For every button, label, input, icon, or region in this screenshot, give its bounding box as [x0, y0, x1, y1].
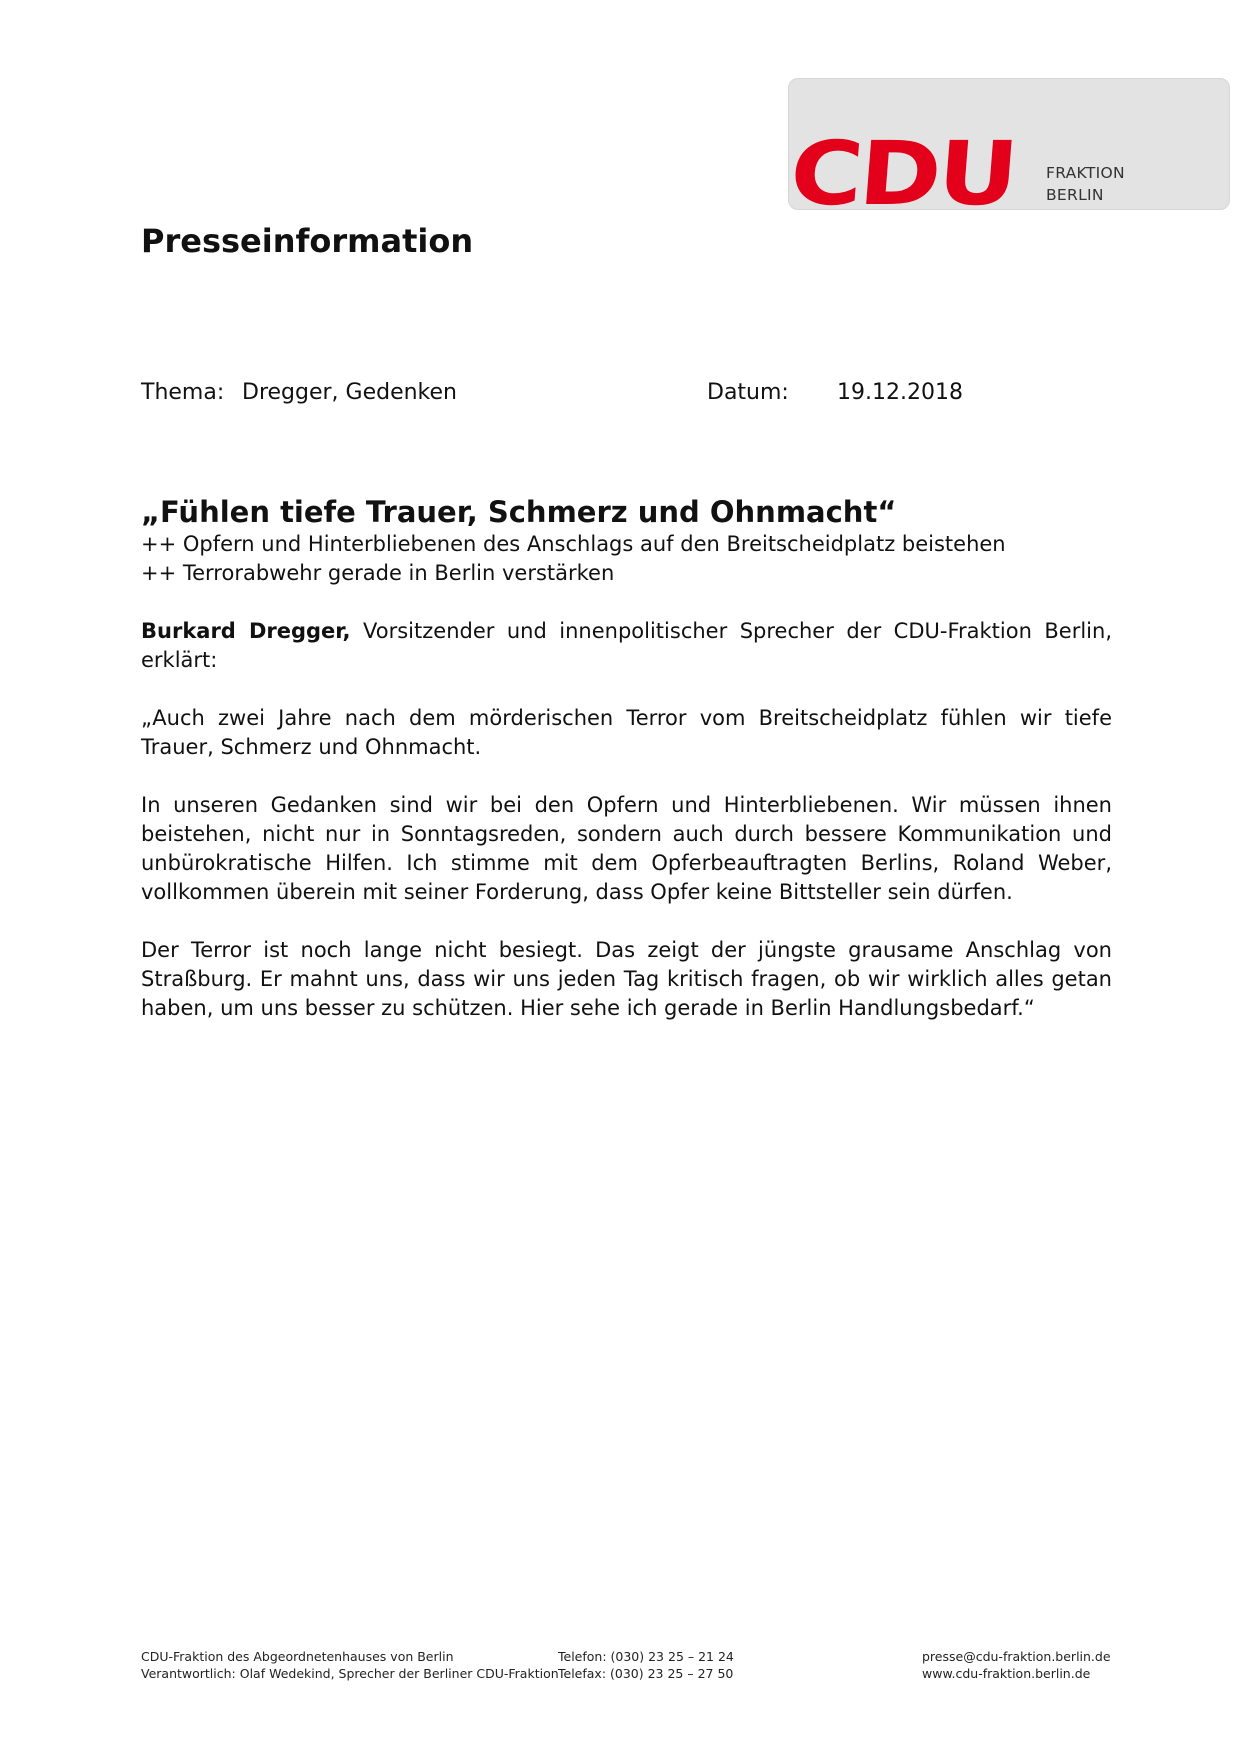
speaker-role: Vorsitzender und innenpolitischer Sprecher der CDU-Fraktion Berlin, erklärt:: [141, 619, 1112, 672]
footer-contact: [922, 1648, 1111, 1682]
article-body: [141, 494, 1112, 1023]
footer-website-link[interactable]: www.cdu-fraktion.berlin.de: [922, 1666, 1091, 1681]
date-value: 19.12.2018: [837, 380, 963, 405]
footer-responsible-line: Verantwortlich: Olaf Wedekind, Sprecher der Berliner CDU-Fraktion: [141, 1666, 559, 1681]
article-subline-2: ++ Terrorabwehr gerade in Berlin verstärken: [141, 561, 615, 585]
footer-telephone: Telefon: (030) 23 25 – 21 24: [558, 1649, 734, 1664]
logo-subtitle: [1046, 162, 1125, 206]
page-title: Presseinformation: [141, 222, 474, 260]
footer-organization: [141, 1648, 559, 1682]
footer-org-line: CDU-Fraktion des Abgeordnetenhauses von Berlin: [141, 1649, 454, 1664]
topic-label: Thema:: [141, 380, 225, 405]
article-title: „Fühlen tiefe Trauer, Schmerz und Ohnmacht“: [141, 495, 897, 529]
quote-paragraph-3: Der Terror ist noch lange nicht besiegt. Das zeigt der jüngste grausame Anschlag von Straßburg. Er mahnt uns, dass wir uns jeden Tag kritisch fragen, ob wir wirklich alles getan haben, um uns besser zu schützen. Hier sehe ich gerade in Berlin Handlungsbedarf.“: [141, 938, 1112, 1020]
quote-paragraph-1: „Auch zwei Jahre nach dem mörderischen Terror vom Breitscheidplatz fühlen wir tiefe Trauer, Schmerz und Ohnmacht.: [141, 706, 1112, 759]
article-subline-1: ++ Opfern und Hinterbliebenen des Anschlags auf den Breitscheidplatz beistehen: [141, 532, 1006, 556]
footer-fax: Telefax: (030) 23 25 – 27 50: [558, 1666, 734, 1681]
topic-value: Dregger, Gedenken: [242, 380, 457, 405]
footer-phone: [558, 1648, 734, 1682]
quote-paragraph-2: In unseren Gedanken sind wir bei den Opfern und Hinterbliebenen. Wir müssen ihnen beistehen, nicht nur in Sonntagsreden, sondern auch durch bessere Kommunikation und unbürokratische Hilfen. Ich stimme mit dem Opferbeauftragten Berlins, Roland Weber, vollkommen überein mit seiner Forderung, dass Opfer keine Bittsteller sein dürfen.: [141, 793, 1112, 904]
date-label: Datum:: [707, 380, 789, 405]
speaker-intro: [141, 617, 1112, 675]
logo-subtitle-line2: BERLIN: [1046, 186, 1104, 204]
footer-email-link[interactable]: presse@cdu-fraktion.berlin.de: [922, 1649, 1111, 1664]
logo-subtitle-line1: FRAKTION: [1046, 164, 1125, 182]
cdu-logo: CDU: [786, 122, 1019, 225]
speaker-name: Burkard Dregger,: [141, 619, 351, 643]
